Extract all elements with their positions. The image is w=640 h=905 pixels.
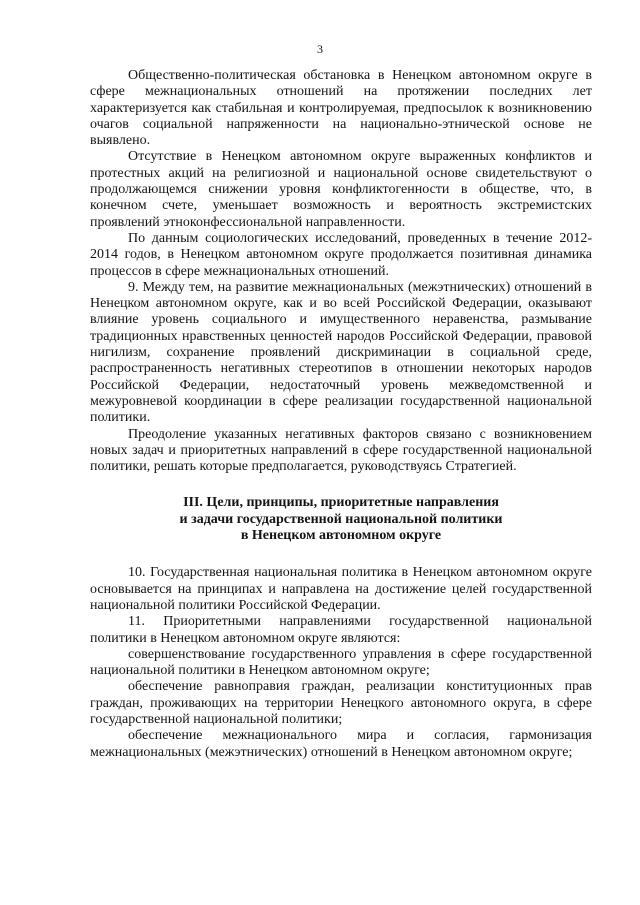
document-body bbox=[90, 68, 592, 761]
paragraph-sociological-research: По данным социологических исследований, проведенных в течение 2012-2014 годов, в Ненецком автономном округе продолжается позитивная динамика процессов в сфере межнациональных отношений. bbox=[90, 230, 592, 279]
list-item-equality: обеспечение равноправия граждан, реализации конституционных прав граждан, проживающих на территории Ненецкого автономного округа, в сфере государственной национальной политики; bbox=[90, 679, 592, 727]
list-item-improvement: совершенствование государственного управления в сфере государственной национальной политики в Ненецком автономном округе; bbox=[90, 646, 592, 679]
paragraph-item-10: 10. Государственная национальная политика в Ненецком автономном округе основывается на принципах и направлена на достижение целей государственной национальной политики Российской Федерации. bbox=[90, 565, 592, 613]
section-heading-line-3: в Ненецком автономном округе bbox=[240, 528, 442, 544]
section-heading bbox=[90, 495, 592, 544]
page-number: 3 bbox=[317, 42, 323, 56]
section-heading-line-1: III. Цели, принципы, приоритетные направления bbox=[183, 495, 499, 511]
section-heading-line-2: и задачи государственной национальной политики bbox=[179, 511, 503, 527]
paragraph-political-situation: Общественно-политическая обстановка в Ненецком автономном округе в сфере межнациональных отношений на протяжении последних лет характеризуется как стабильная и контролируемая, предпосылок к возникновению очагов социальной напряженности на национально-этнической основе не выявлено. bbox=[90, 68, 592, 149]
paragraph-item-9: 9. Между тем, на развитие межнациональных (межэтнических) отношений в Ненецком автономном округе, как и во всей Российской Федерации, оказывают влияние уровень социального и имущественного неравенства, размывание традиционных нравственных ценностей народов Российской Федерации, правовой нигилизм, сохранение проявлений дискриминации в социальной среде, распространенность негативных стереотипов в отношении некоторых народов Российской Федерации, недостаточный уровень межведомственной и межуровневой координации в сфере реализации государственной национальной политики. bbox=[90, 279, 592, 426]
paragraph-no-conflicts: Отсутствие в Ненецком автономном округе выраженных конфликтов и протестных акций на религиозной и национальной основе свидетельствуют о продолжающемся снижении уровня конфликтогенности в обществе, что, в конечном счете, уменьшает возможность и вероятность экстремистских проявлений этноконфессиональной направленности. bbox=[90, 149, 592, 230]
list-item-peace-harmony: обеспечение межнационального мира и согласия, гармонизация межнациональных (межэтнических) отношений в Ненецком автономном округе; bbox=[90, 728, 592, 760]
paragraph-item-11: 11. Приоритетными направлениями государственной национальной политики в Ненецком автономном округе являются: bbox=[90, 614, 592, 646]
paragraph-overcoming-factors: Преодоление указанных негативных факторов связано с возникновением новых задач и приоритетных направлений в сфере государственной национальной политики, решать которые предполагается, руководствуясь Стратегией. bbox=[90, 426, 592, 475]
